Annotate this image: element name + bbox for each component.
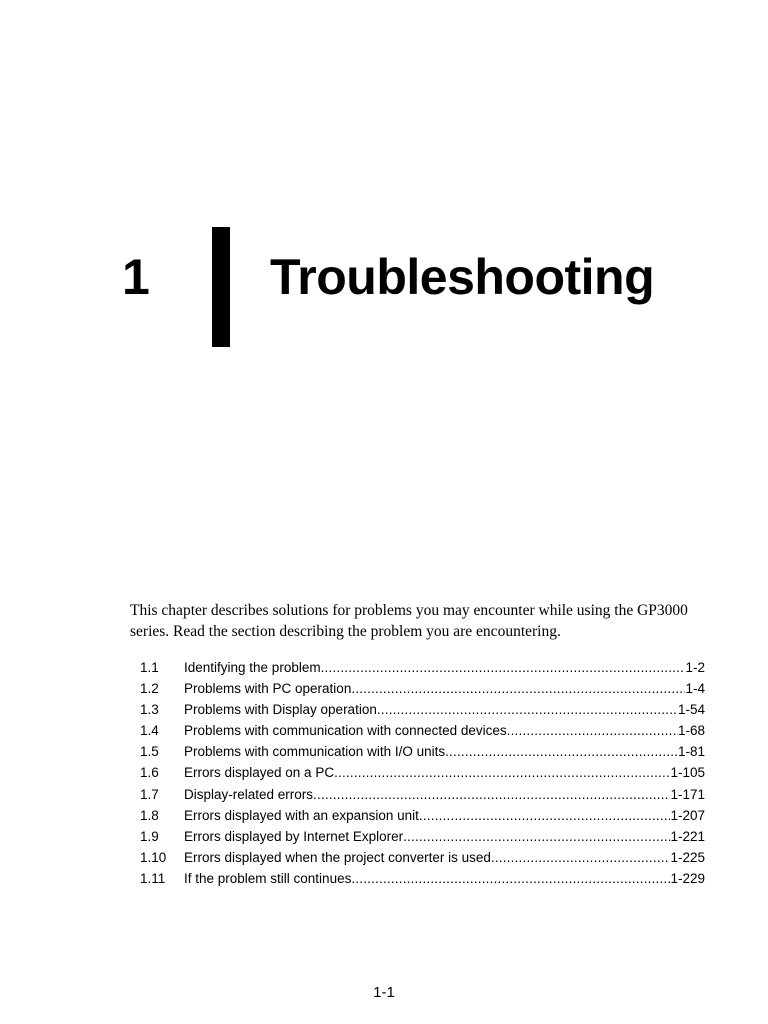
toc-entry-page: 1-171 <box>670 786 705 802</box>
toc-entry-1-6[interactable] <box>140 762 705 783</box>
toc-entry-page: 1-68 <box>677 723 705 739</box>
toc-entry-1-10[interactable] <box>140 847 705 868</box>
page-number: 1-1 <box>373 984 395 1001</box>
toc-entry-number: 1.3 <box>140 702 159 718</box>
toc-entry-number: 1.5 <box>140 744 159 760</box>
toc-entry-1-9[interactable] <box>140 826 705 847</box>
toc-entry-title: Problems with communication with I/O units <box>184 744 446 760</box>
chapter-number: 1 <box>122 249 150 305</box>
toc-entry-title: Display-related errors <box>184 786 314 802</box>
chapter-divider-bar <box>212 227 230 347</box>
table-of-contents <box>140 657 705 889</box>
toc-dot-leader <box>351 678 685 699</box>
toc-entry-number: 1.4 <box>140 723 159 739</box>
toc-entry-title: Errors displayed on a PC <box>184 765 335 781</box>
toc-entry-title: Problems with communication with connected devices <box>184 723 507 739</box>
toc-entry-number: 1.7 <box>140 786 159 802</box>
toc-entry-number: 1.9 <box>140 828 159 844</box>
toc-entry-1-5[interactable] <box>140 741 705 762</box>
toc-dot-leader <box>419 805 671 826</box>
toc-entry-page: 1-2 <box>685 660 705 675</box>
toc-entry-number: 1.8 <box>140 807 159 823</box>
toc-entry-page: 1-229 <box>670 870 705 886</box>
toc-entry-page: 1-81 <box>677 744 705 760</box>
toc-entry-title: Errors displayed with an expansion unit <box>184 807 419 823</box>
toc-entry-1-2[interactable] <box>140 678 705 699</box>
toc-entry-1-7[interactable] <box>140 784 705 805</box>
toc-entry-number: 1.2 <box>140 681 159 697</box>
toc-dot-leader <box>377 699 678 720</box>
toc-entry-title: Errors displayed by Internet Explorer <box>184 828 404 844</box>
toc-entry-1-3[interactable] <box>140 699 705 720</box>
toc-dot-leader <box>321 657 686 678</box>
toc-entry-number: 1.1 <box>140 660 159 675</box>
toc-entry-1-11[interactable] <box>140 868 705 889</box>
toc-entry-title: Problems with PC operation <box>184 681 352 697</box>
toc-entry-page: 1-54 <box>677 702 705 718</box>
toc-entry-title: Identifying the problem <box>184 660 321 675</box>
toc-dot-leader <box>445 741 678 762</box>
toc-dot-leader <box>334 762 670 783</box>
toc-dot-leader <box>507 720 678 741</box>
toc-dot-leader <box>351 868 670 889</box>
toc-entry-1-4[interactable] <box>140 720 705 741</box>
toc-entry-page: 1-4 <box>685 681 705 697</box>
toc-dot-leader <box>403 826 670 847</box>
toc-entry-title: Problems with Display operation <box>184 702 377 718</box>
chapter-intro-paragraph: This chapter describes solutions for problems you may encounter while using the GP3000 series. Read the section describing the problem you are encountering. <box>130 602 688 640</box>
chapter-title: Troubleshooting <box>270 249 655 305</box>
toc-entry-1-1[interactable] <box>140 657 705 678</box>
toc-entry-page: 1-207 <box>670 807 705 823</box>
toc-entry-number: 1.10 <box>140 849 167 865</box>
toc-entry-page: 1-221 <box>670 828 705 844</box>
toc-entry-page: 1-105 <box>670 765 705 781</box>
toc-entry-number: 1.6 <box>140 765 159 781</box>
toc-entry-number: 1.11 <box>140 870 166 886</box>
toc-dot-leader <box>313 784 670 805</box>
toc-entry-1-8[interactable] <box>140 805 705 826</box>
toc-entry-title: If the problem still continues <box>184 870 352 886</box>
toc-entry-title: Errors displayed when the project converter is used <box>184 849 491 865</box>
toc-entry-page: 1-225 <box>670 849 705 865</box>
toc-dot-leader <box>491 847 671 868</box>
